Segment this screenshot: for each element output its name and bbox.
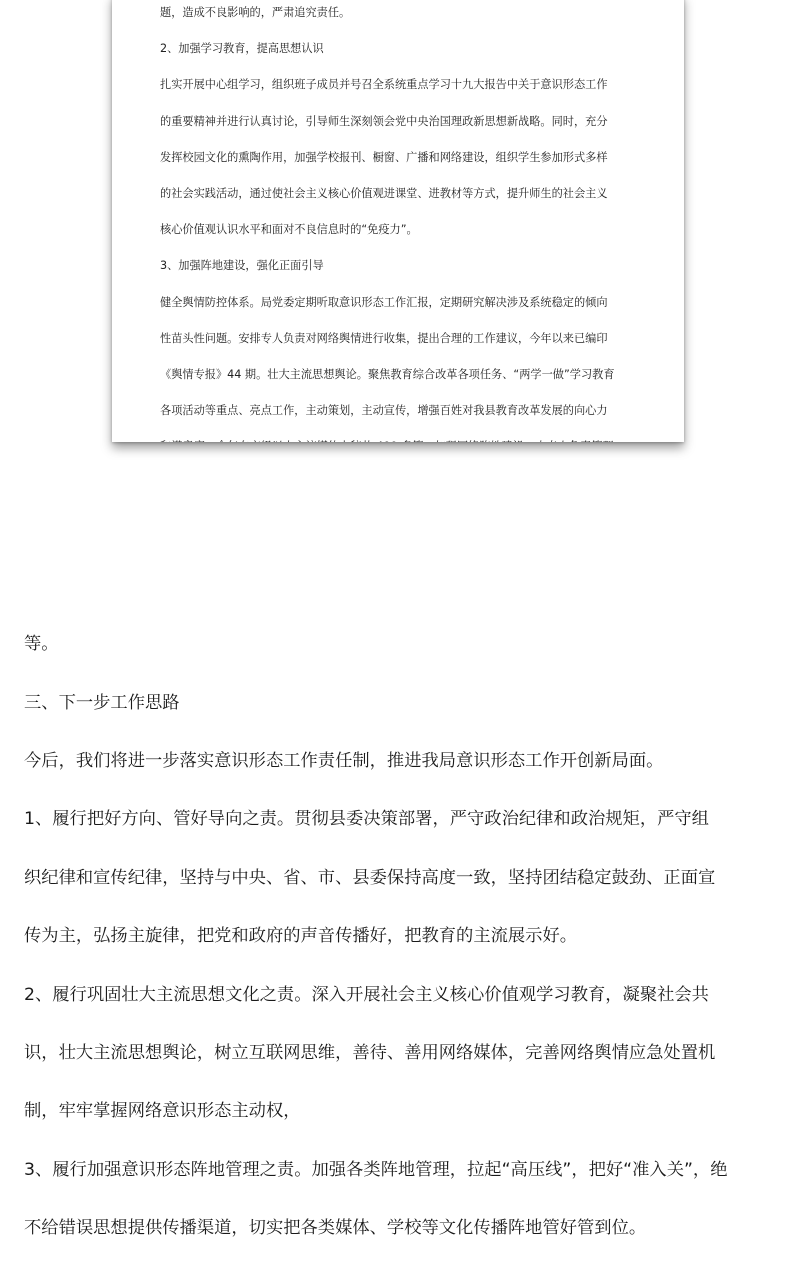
text-line: 的社会实践活动，通过使社会主义核心价值观进课堂、进教材等方式，提升师生的社会主义 xyxy=(160,187,608,201)
section-heading: 三、下一步工作思路 xyxy=(24,692,180,713)
text-line: 发挥校园文化的熏陶作用，加强学校报刊、橱窗、广播和网络建设，组织学生参加形式多样 xyxy=(160,150,608,164)
text-line: 核心价值观认识水平和面对不良信息时的“免疫力”。 xyxy=(160,223,418,237)
text-line: 各项活动等重点、亮点工作，主动策划，主动宣传，增强百姓对我县教育改革发展的向心力 xyxy=(160,404,608,418)
text-line: 不给错误思想提供传播渠道，切实把各类媒体、学校等文化传播阵地管好管到位。 xyxy=(24,1218,647,1239)
text-line: 等。 xyxy=(24,634,59,655)
text-line: 识，壮大主流思想舆论，树立互联网思维，善待、善用网络媒体，完善网络舆情应急处置机 xyxy=(24,1043,716,1064)
section-heading: 3、加强阵地建设，强化正面引导 xyxy=(160,259,324,273)
text-line: 扎实开展中心组学习，组织班子成员并号召全系统重点学习十九大报告中关于意识形态工作 xyxy=(160,78,608,92)
text-line: 传为主，弘扬主旋律，把党和政府的声音传播好，把教育的主流展示好。 xyxy=(24,926,578,947)
text-line: 性苗头性问题。安排专人负责对网络舆情进行收集，提出合理的工作建议，今年以来已编印 xyxy=(160,331,608,345)
page-preview-text xyxy=(160,0,654,442)
text-line xyxy=(160,438,654,442)
text-line: 题，造成不良影响的，严肃追究责任。 xyxy=(160,6,351,20)
section-heading: 2、加强学习教育，提高思想认识 xyxy=(160,42,324,56)
text-line: 织纪律和宣传纪律，坚持与中央、省、市、县委保持高度一致，坚持团结稳定鼓劲、正面宣 xyxy=(24,867,716,888)
text-line: 3、履行加强意识形态阵地管理之责。加强各类阵地管理，拉起“高压线”，把好“准入关”，绝 xyxy=(24,1159,728,1180)
text-line: 今后，我们将进一步落实意识形态工作责任制，推进我局意识形态工作开创新局面。 xyxy=(24,751,664,772)
document-page-preview xyxy=(112,0,684,442)
text-line: 1、履行把好方向、管好导向之责。贯彻县委决策部署，严守政治纪律和政治规矩，严守组 xyxy=(24,809,709,830)
text-line: 健全舆情防控体系。局党委定期听取意识形态工作汇报，定期研究解决涉及系统稳定的倾向 xyxy=(160,295,608,309)
text-line: 《舆情专报》44 期。壮大主流思想舆论。聚焦教育综合改革各项任务、“两学一做”学习教育 xyxy=(160,367,615,381)
text-line: 制，牢牢掌握网络意识形态主动权， xyxy=(24,1101,301,1122)
text-line: 2、履行巩固壮大主流思想文化之责。深入开展社会主义核心价值观学习教育，凝聚社会共 xyxy=(24,984,709,1005)
text-line: 的重要精神并进行认真讨论，引导师生深刻领会党中央治国理政新思想新战略。同时，充分 xyxy=(160,114,608,128)
document-body-continued xyxy=(24,601,780,1273)
